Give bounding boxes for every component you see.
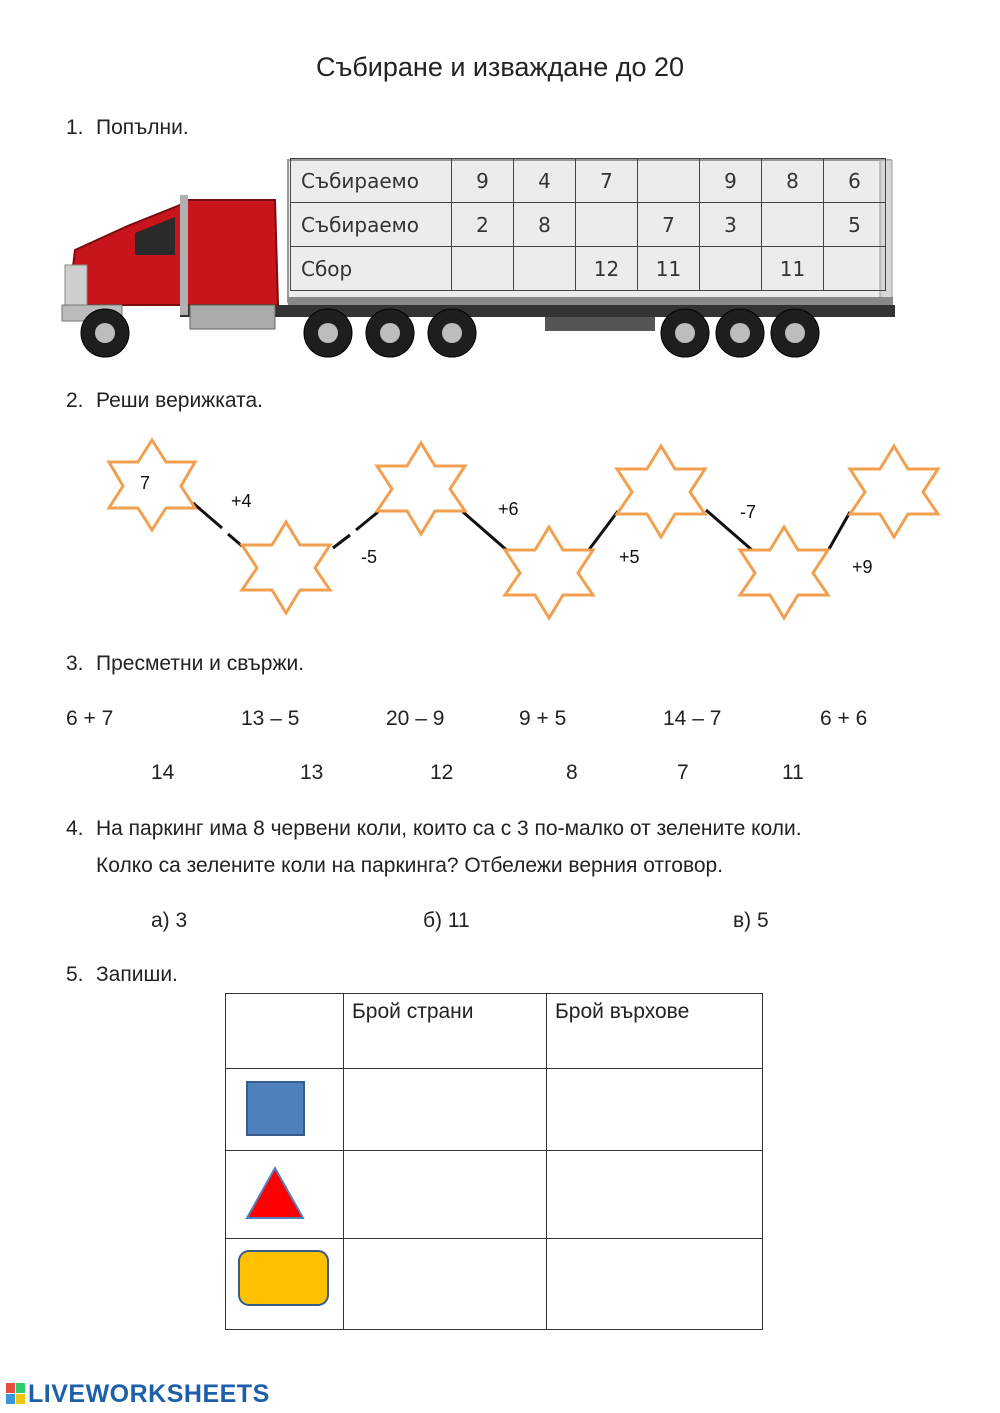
table-cell: 8: [514, 203, 576, 247]
task1-number: 1.: [66, 116, 84, 139]
table-row: [226, 994, 763, 1069]
table-cell: 3: [700, 203, 762, 247]
answer-cell[interactable]: [824, 247, 886, 291]
number-chain: [0, 430, 1000, 630]
chain-start-value: 7: [140, 473, 151, 493]
header-sides: Брой страни: [344, 994, 547, 1069]
sides-answer-cell[interactable]: [344, 1069, 547, 1151]
option-a[interactable]: а) 3: [151, 909, 188, 932]
chain-connector: [588, 511, 618, 551]
chain-star-1: [109, 440, 195, 530]
liveworksheets-logo: [6, 1380, 270, 1409]
shape-cell: [226, 1151, 344, 1239]
table-cell: 8: [762, 159, 824, 203]
table-cell: 9: [452, 159, 514, 203]
chain-star-2[interactable]: [242, 522, 330, 613]
expression[interactable]: 20 – 9: [386, 707, 445, 730]
chain-operation: +9: [852, 557, 873, 577]
sides-answer-cell[interactable]: [344, 1239, 547, 1330]
task5-label: Запиши.: [96, 963, 178, 986]
option-b[interactable]: б) 11: [423, 909, 470, 932]
table-cell: 12: [576, 247, 638, 291]
vertices-answer-cell[interactable]: [547, 1069, 763, 1151]
chain-operation: -7: [740, 502, 757, 522]
task3-label: Пресметни и свържи.: [96, 652, 305, 675]
task2-heading: [66, 389, 263, 413]
chain-connector: [356, 512, 378, 530]
answer-cell[interactable]: [576, 203, 638, 247]
chain-connector: [829, 512, 850, 549]
answer-cell[interactable]: [638, 159, 700, 203]
chain-star-3[interactable]: [377, 443, 465, 534]
row-label: Сбор: [291, 247, 452, 291]
chain-star-4[interactable]: [505, 527, 593, 618]
chain-star-6[interactable]: [740, 527, 828, 618]
table-row: [291, 247, 886, 291]
table-row: [226, 1069, 763, 1151]
answer-number[interactable]: 12: [430, 761, 454, 784]
logo-text: LIVEWORKSHEETS: [28, 1380, 270, 1408]
task5-heading: [66, 963, 178, 987]
task4-text-1: На паркинг има 8 червени коли, които са с 3 по-малко от зелените коли.: [96, 817, 802, 840]
logo-icon: [6, 1383, 26, 1405]
table-cell: 7: [576, 159, 638, 203]
table-cell: 2: [452, 203, 514, 247]
table-row: [291, 159, 886, 203]
expression[interactable]: 13 – 5: [241, 707, 300, 730]
task1-label: Попълни.: [96, 116, 189, 139]
triangle-shape: [226, 1151, 343, 1232]
expression[interactable]: 9 + 5: [519, 707, 567, 730]
answer-cell[interactable]: [700, 247, 762, 291]
sides-answer-cell[interactable]: [344, 1151, 547, 1239]
chain-connector: [333, 535, 350, 548]
expression[interactable]: 6 + 6: [820, 707, 868, 730]
answer-cell[interactable]: [762, 203, 824, 247]
table-cell: 5: [824, 203, 886, 247]
shape-cell: [226, 1069, 344, 1151]
table-cell: 7: [638, 203, 700, 247]
table-row: [291, 203, 886, 247]
square-shape: [226, 1069, 343, 1144]
empty-header-cell: [226, 994, 344, 1069]
table-cell: 6: [824, 159, 886, 203]
vertices-answer-cell[interactable]: [547, 1151, 763, 1239]
table-cell: 11: [638, 247, 700, 291]
shapes-table: [225, 993, 763, 1330]
expression[interactable]: 14 – 7: [663, 707, 722, 730]
table-cell: 9: [700, 159, 762, 203]
task4-line1: [66, 817, 802, 841]
task3-number: 3.: [66, 652, 84, 675]
page-title: Събиране и изваждане до 20: [315, 52, 685, 82]
answer-number[interactable]: 14: [151, 761, 175, 784]
row-label: Събираемо: [291, 159, 452, 203]
answer-number[interactable]: 13: [300, 761, 324, 784]
chain-operation: +6: [498, 499, 519, 519]
chain-operation: -5: [361, 547, 378, 567]
expression[interactable]: 6 + 7: [66, 707, 114, 730]
task4-text-2: Колко са зелените коли на паркинга? Отбележи верния отговор.: [96, 854, 724, 877]
chain-star-5[interactable]: [617, 446, 705, 537]
option-c[interactable]: в) 5: [733, 909, 769, 932]
table-row: [226, 1151, 763, 1239]
vertices-answer-cell[interactable]: [547, 1239, 763, 1330]
header-vertices: Брой върхове: [547, 994, 763, 1069]
chain-star-7[interactable]: [850, 446, 938, 537]
row-label: Събираемо: [291, 203, 452, 247]
chain-operation: +5: [619, 547, 640, 567]
rounded-rectangle-shape: [226, 1239, 343, 1323]
task2-label: Реши верижката.: [96, 389, 263, 412]
chain-connector: [193, 503, 222, 528]
task3-heading: [66, 652, 304, 676]
task4-number: 4.: [66, 817, 84, 840]
answer-cell[interactable]: [514, 247, 576, 291]
chain-operation: +4: [231, 491, 252, 511]
task1-heading: [66, 116, 189, 140]
task5-number: 5.: [66, 963, 84, 986]
shape-cell: [226, 1239, 344, 1330]
answer-cell[interactable]: [452, 247, 514, 291]
answer-number[interactable]: 7: [677, 761, 689, 784]
task2-number: 2.: [66, 389, 84, 412]
addition-table: [290, 158, 886, 291]
table-row: [226, 1239, 763, 1330]
table-cell: 11: [762, 247, 824, 291]
table-cell: 4: [514, 159, 576, 203]
answer-number[interactable]: 11: [782, 761, 804, 784]
answer-number[interactable]: 8: [566, 761, 578, 784]
